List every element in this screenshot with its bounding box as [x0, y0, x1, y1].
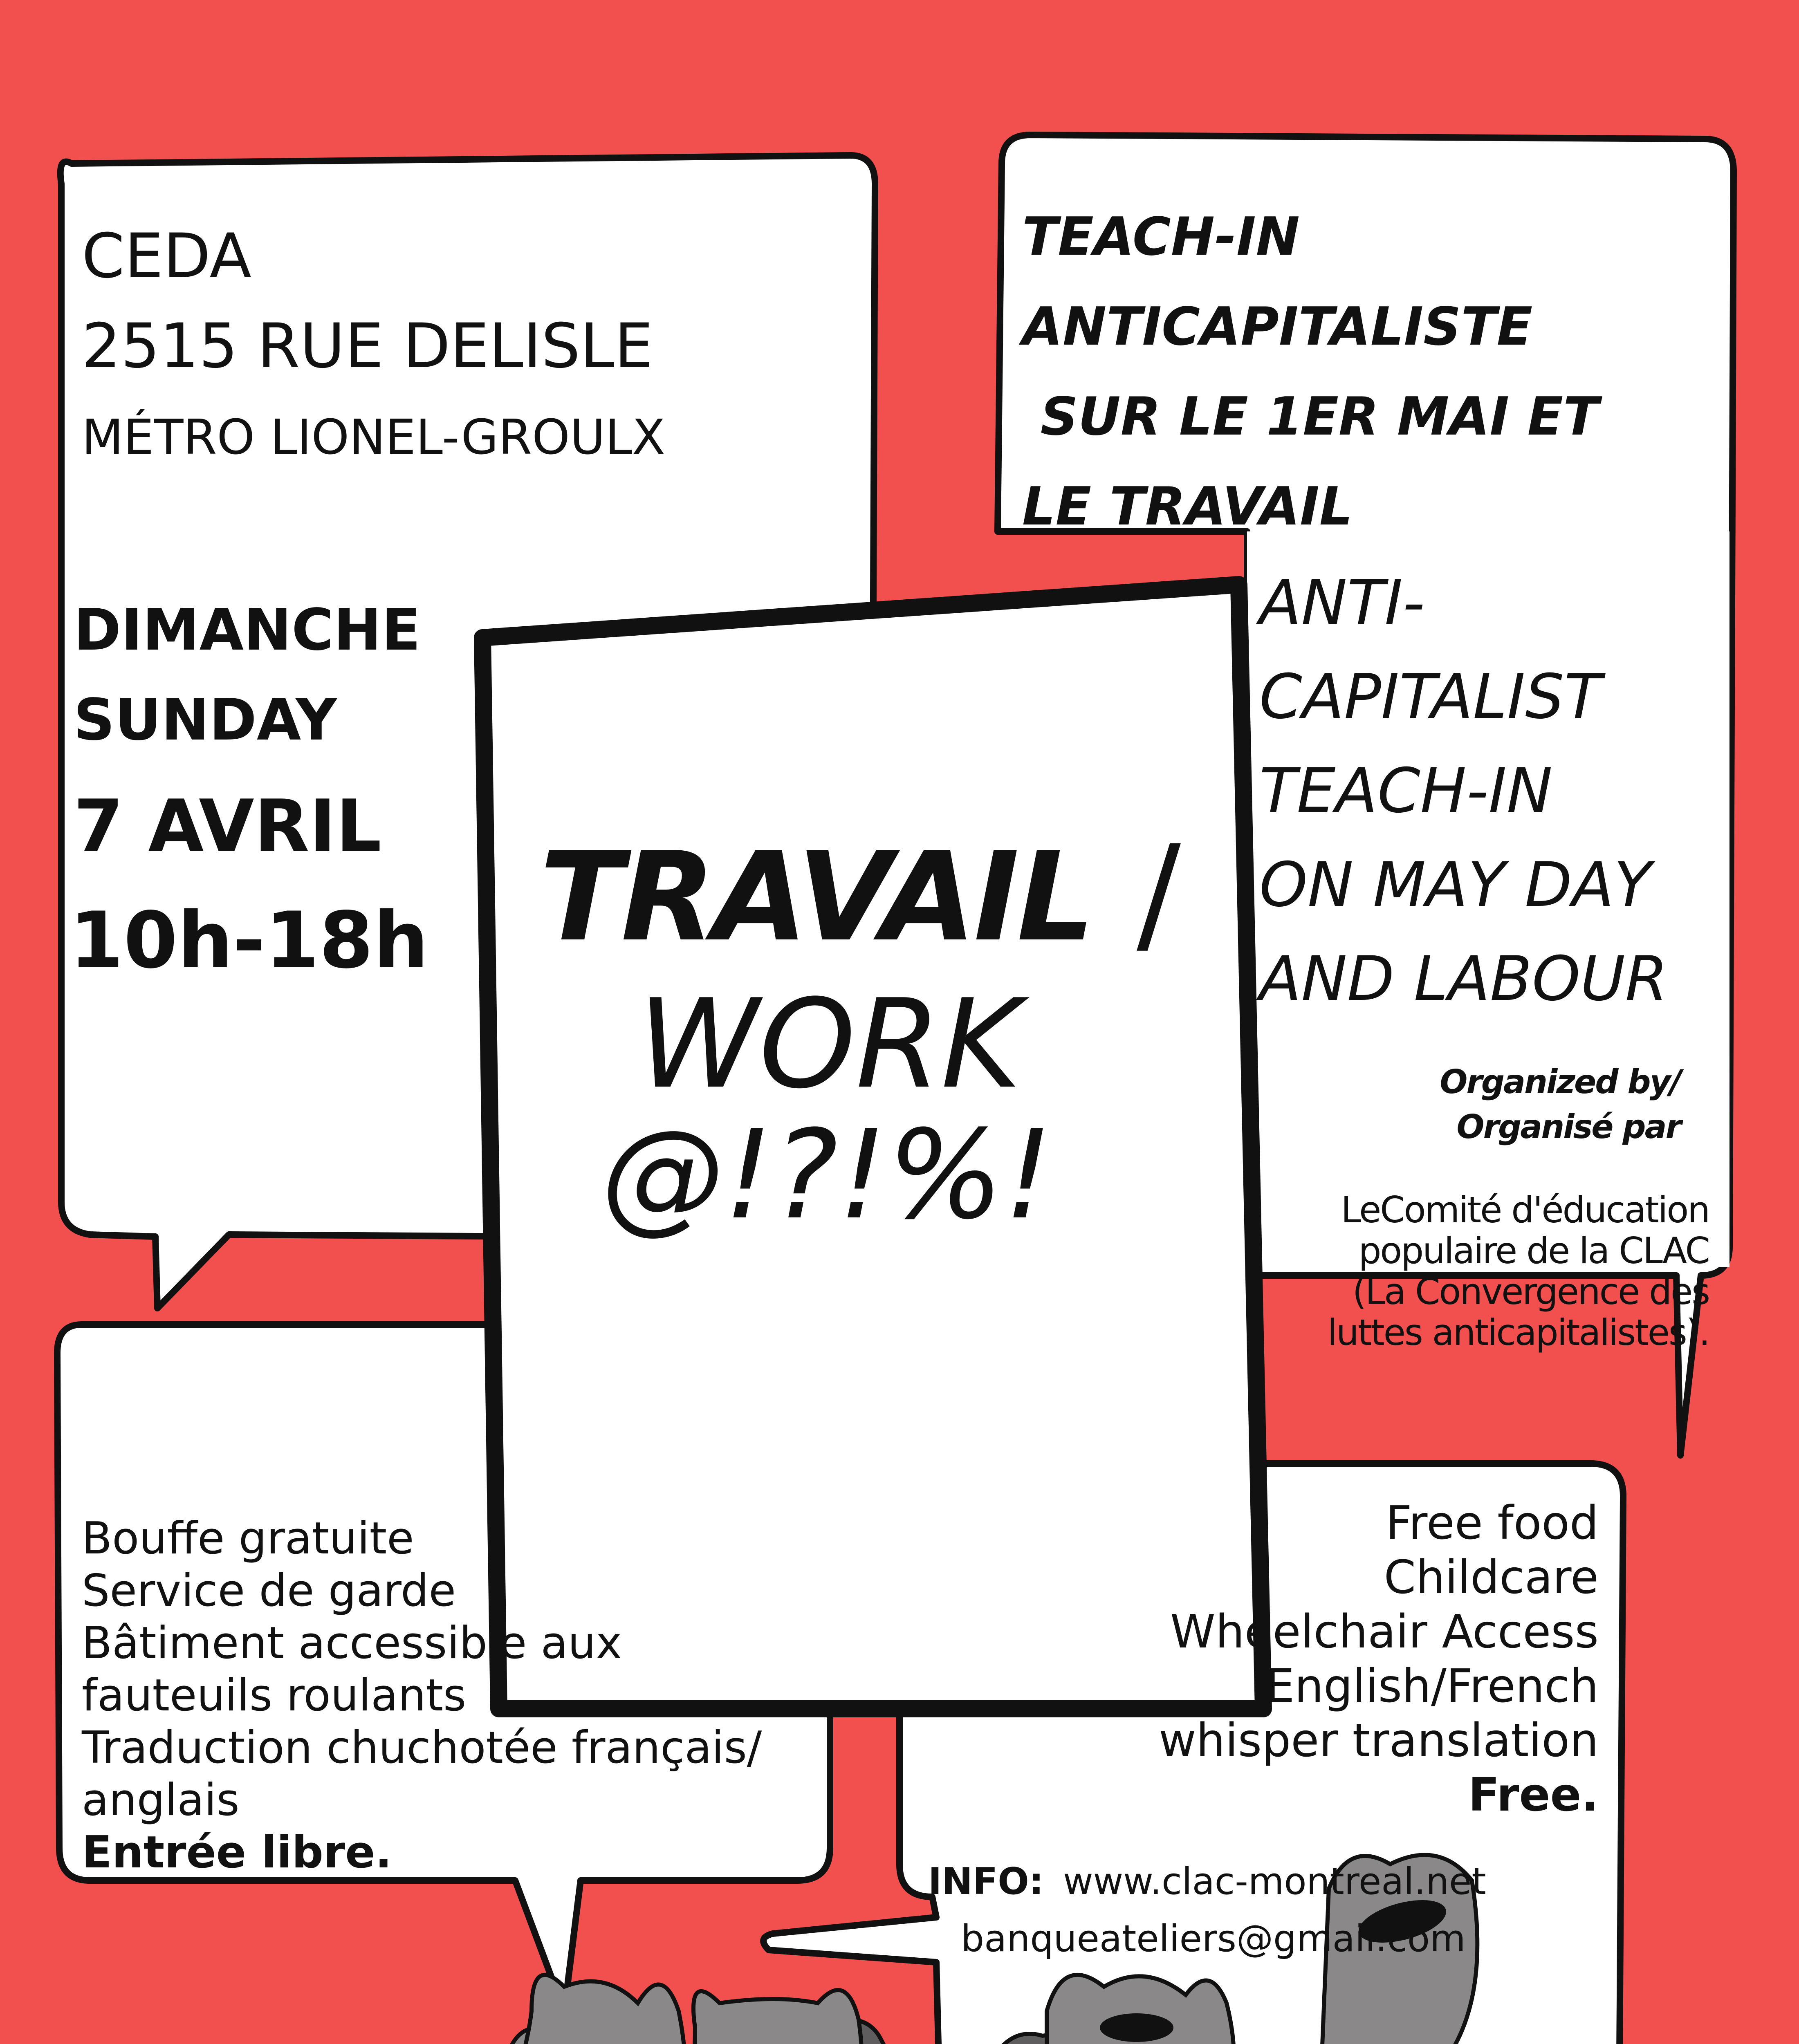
- teach-in-fr-line: ANTICAPITALISTE: [1022, 296, 1533, 357]
- teach-in-en-line: TEACH-IN: [1259, 755, 1553, 827]
- organizer-line: (La Convergence des: [1352, 1271, 1709, 1313]
- teach-in-en-line: ON MAY DAY: [1259, 849, 1652, 921]
- organizer-line: luttes anticapitalistes).: [1327, 1311, 1709, 1354]
- services-en-item: Free food: [1386, 1497, 1599, 1550]
- location-name: CEDA: [82, 221, 251, 292]
- services-fr-item: fauteuils roulants: [82, 1670, 467, 1721]
- services-en-item: whisper translation: [1159, 1714, 1599, 1767]
- services-en-item: Wheelchair Access: [1170, 1605, 1599, 1659]
- organizer-line: populaire de la CLAC: [1358, 1230, 1709, 1272]
- services-fr-list: [82, 1513, 762, 1879]
- services-fr-item: Traduction chuchotée français/: [82, 1722, 762, 1773]
- info-website-link[interactable]: www.clac-montreal.net: [1063, 1860, 1486, 1903]
- services-fr-free: Entrée libre.: [82, 1827, 392, 1878]
- teach-in-title-en: [1259, 556, 1668, 1026]
- location-metro: MÉTRO LIONEL-GROULX: [82, 409, 665, 465]
- teach-in-en-line: AND LABOUR: [1259, 944, 1668, 1015]
- teach-in-en-line: ANTI-: [1259, 567, 1425, 639]
- schedule-hours: 10h-18h: [70, 895, 429, 986]
- sign-symbols: @!?!%!: [601, 1104, 1053, 1246]
- services-en-item: English/French: [1265, 1660, 1599, 1713]
- sign-title-travail: TRAVAIL: [540, 826, 1093, 968]
- services-fr-item: Bâtiment accessible aux: [82, 1618, 622, 1669]
- services-en-item: Childcare: [1384, 1551, 1599, 1604]
- teach-in-en-line: CAPITALIST: [1259, 661, 1602, 733]
- organizer-line: LeComité d'éducation: [1341, 1189, 1709, 1231]
- info-label: INFO:: [928, 1860, 1044, 1903]
- teach-in-fr-line: TEACH-IN: [1022, 206, 1300, 267]
- sign-title-work: WORK: [638, 973, 1021, 1116]
- sign-slash: /: [1137, 818, 1181, 970]
- organizer-description: [1328, 1190, 1709, 1353]
- organizer-label-en: Organized by/: [1440, 1063, 1680, 1101]
- info-email-link[interactable]: banqueateliers@gmail.com: [961, 1917, 1466, 1960]
- schedule-day-fr: DIMANCHE: [74, 597, 421, 663]
- services-en-list: [1159, 1496, 1599, 1822]
- location-address: 2515 RUE DELISLE: [82, 311, 653, 382]
- services-fr-item: Bouffe gratuite: [82, 1513, 414, 1564]
- schedule-day-en: SUNDAY: [74, 687, 337, 753]
- teach-in-fr-line: LE TRAVAIL: [1022, 476, 1353, 537]
- schedule-date: 7 AVRIL: [74, 785, 382, 868]
- services-fr-item: anglais: [82, 1775, 240, 1826]
- services-en-free: Free.: [1468, 1768, 1599, 1822]
- organizer-label-fr: Organisé par: [1456, 1108, 1680, 1146]
- services-fr-item: Service de garde: [82, 1565, 456, 1616]
- teach-in-title-fr: [1022, 192, 1599, 552]
- teach-in-fr-line: SUR LE 1ER MAI ET: [1022, 386, 1599, 447]
